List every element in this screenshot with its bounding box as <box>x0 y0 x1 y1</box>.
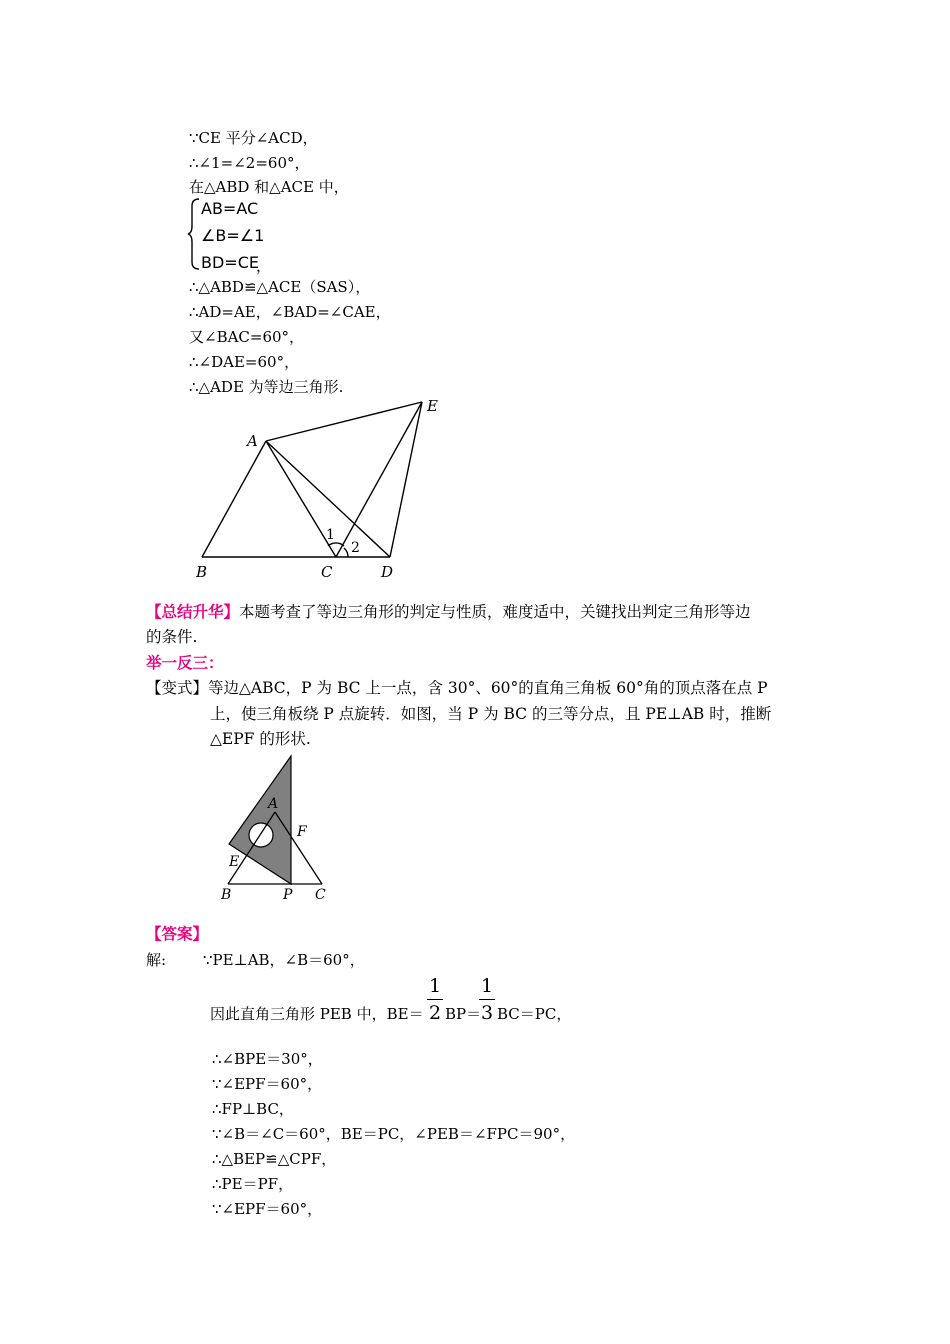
label-e: E <box>427 397 438 415</box>
label-c: C <box>321 563 333 581</box>
fraction-numerator: 1 <box>428 975 442 997</box>
answer-line-2 <box>210 1004 424 1024</box>
geometry-figure-2 <box>215 752 335 904</box>
segment-ab <box>202 441 266 557</box>
label-b: B <box>196 563 208 581</box>
fraction-numerator: 1 <box>480 975 494 997</box>
solution-line: ∴AD=AE，∠BAD=∠CAE， <box>189 303 391 321</box>
answer-line: ∵PE⊥AB，∠B＝60°， <box>203 951 365 969</box>
answer-jie: 解: <box>146 951 167 969</box>
solution-line: ∵CE 平分∠ACD， <box>189 129 318 147</box>
variant-text: 等边△ABC，P 为 BC 上一点，含 30°、60°的直角三角板 60°角的顶点落在点 P <box>208 679 768 697</box>
label-c: C <box>315 887 326 903</box>
summary-line-1 <box>146 599 751 625</box>
system-equation: BD=CE <box>201 253 259 272</box>
summary-text: 本题考查了等边三角形的判定与性质，难度适中，关键找出判定三角形等边 <box>239 603 751 621</box>
variant-line-3: △EPF 的形状. <box>210 730 311 748</box>
system-equation: AB=AC <box>201 199 259 218</box>
variant-line-1 <box>146 675 768 701</box>
label-a: A <box>268 796 279 812</box>
answer-line: ∴PE＝PF， <box>212 1175 294 1193</box>
answer-line: ∵∠EPF＝60°， <box>212 1200 323 1218</box>
solution-line: 在△ABD 和△ACE 中， <box>189 178 349 196</box>
angle-2-arc <box>344 548 348 557</box>
label-b: B <box>221 887 232 903</box>
summary-line-2: 的条件. <box>146 628 198 646</box>
left-brace-icon <box>187 198 201 270</box>
label-p: P <box>283 887 293 903</box>
fraction-denominator: 3 <box>479 999 495 1024</box>
geometry-figure-1 <box>190 392 450 584</box>
solution-line: ∴△ABD≌△ACE（SAS）， <box>189 278 371 296</box>
label-d: D <box>381 563 394 581</box>
label-angle-2: 2 <box>351 540 360 556</box>
label-e: E <box>229 854 240 870</box>
segment-de <box>390 402 422 557</box>
answer-line: ∴FP⊥BC， <box>212 1100 294 1118</box>
answer-text: 因此直角三角形 PEB 中，BE＝ <box>210 1005 424 1023</box>
solution-line: ∴∠DAE=60°， <box>189 353 300 371</box>
solution-line: ∴∠1=∠2=60°， <box>189 154 310 172</box>
fraction-one-half <box>427 975 443 1024</box>
solution-line: 又∠BAC=60°， <box>189 328 305 346</box>
variant-tag: 【变式】 <box>146 679 209 697</box>
variant-line-2: 上，使三角板绕 P 点旋转．如图，当 P 为 BC 的三等分点，且 PE⊥AB 时，推断 <box>210 705 772 723</box>
answer-line: ∴∠BPE＝30°， <box>212 1050 323 1068</box>
answer-line: ∵∠B＝∠C＝60°，BE＝PC，∠PEB＝∠FPC＝90°， <box>212 1125 576 1143</box>
answer-text: BP＝ <box>445 1005 482 1023</box>
solution-line: ∴△ADE 为等边三角形. <box>189 378 344 396</box>
label-angle-1: 1 <box>326 527 335 543</box>
system-tail: ， <box>256 257 272 275</box>
label-a: A <box>247 432 258 450</box>
summary-tag: 【总结升华】 <box>146 602 240 621</box>
label-f: F <box>297 824 307 840</box>
answer-line: ∵∠EPF＝60°， <box>212 1075 323 1093</box>
practice-heading: 举一反三： <box>146 653 224 672</box>
answer-line: ∴△BEP≌△CPF， <box>212 1150 337 1168</box>
segment-ae <box>266 402 422 441</box>
answer-tag: 【答案】 <box>146 924 209 943</box>
fraction-one-third <box>479 975 495 1024</box>
set-square-hole <box>249 823 273 847</box>
segment-ce <box>336 402 422 557</box>
system-equation: ∠B=∠1 <box>201 226 265 245</box>
fraction-denominator: 2 <box>427 999 443 1024</box>
answer-text: BC＝PC， <box>497 1005 572 1023</box>
